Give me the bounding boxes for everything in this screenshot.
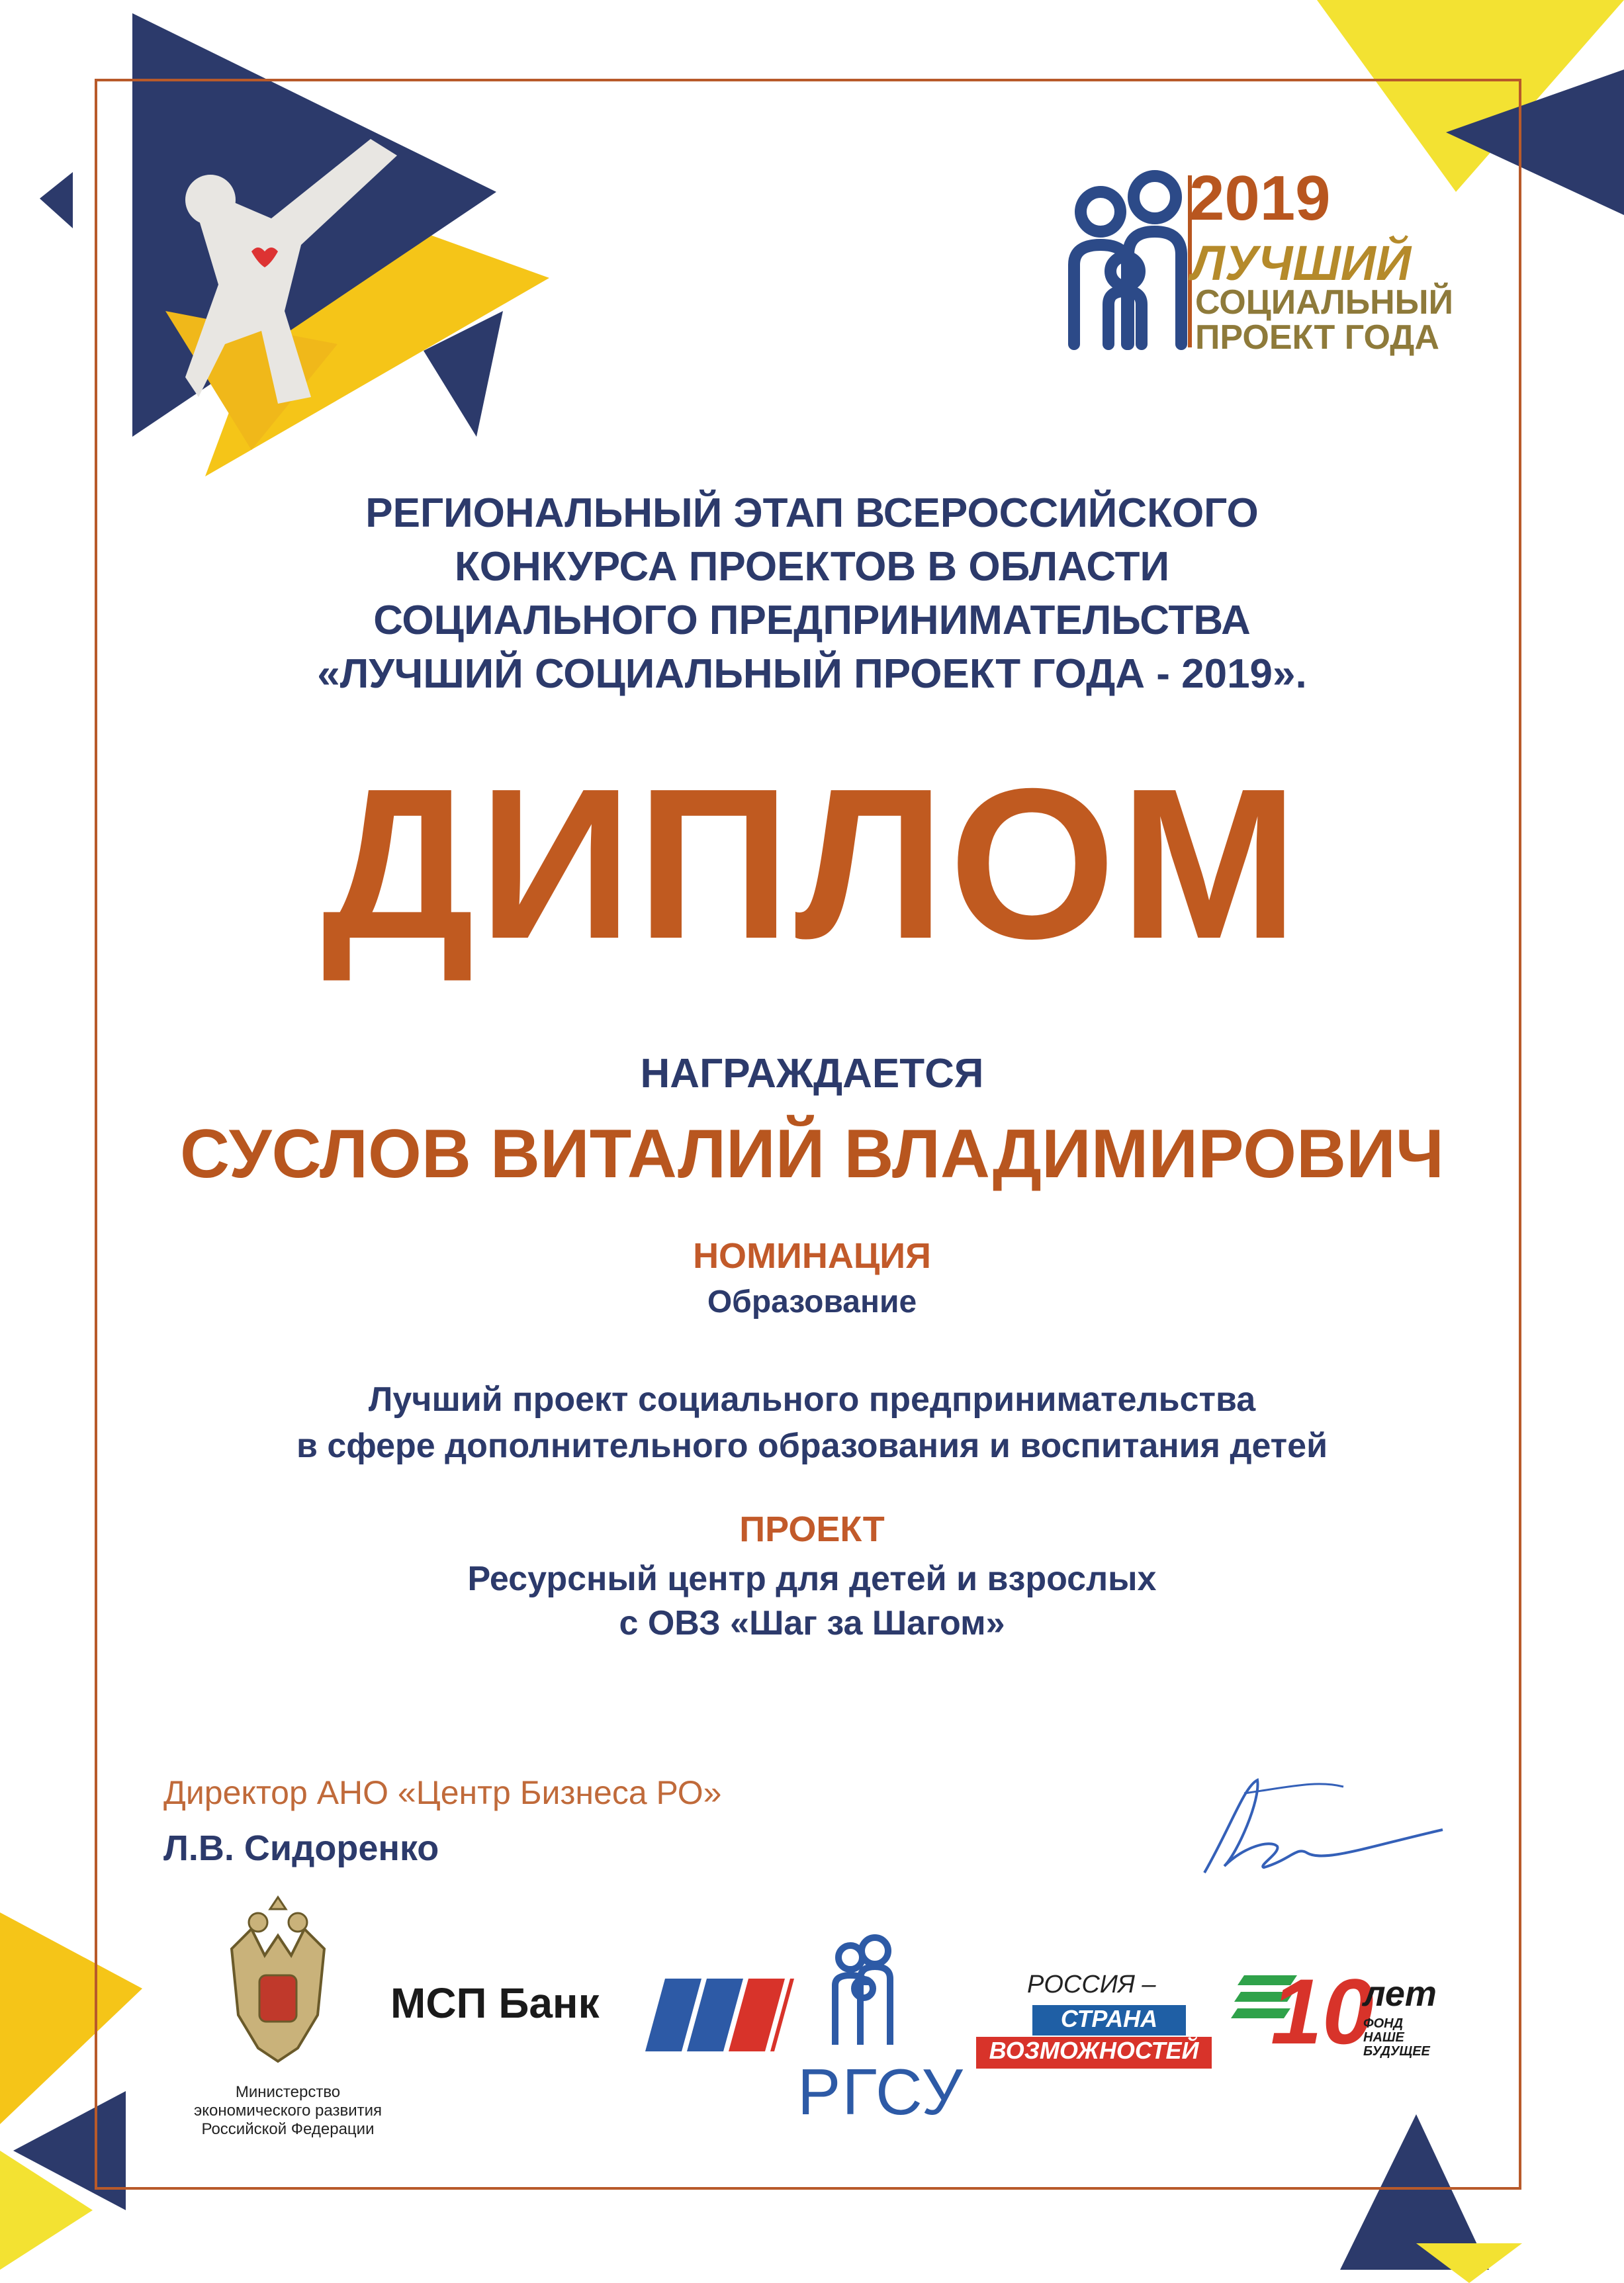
logo-year: 2019 xyxy=(1189,163,1331,234)
russia-logo-line1: РОССИЯ – xyxy=(1027,1971,1156,1998)
signatory-name: Л.В. Сидоренко xyxy=(163,1828,439,1868)
fund-line3: БУДУЩЕЕ xyxy=(1363,2044,1430,2059)
header-line4: «ЛУЧШИЙ СОЦИАЛЬНЫЙ ПРОЕКТ ГОДА - 2019». xyxy=(317,651,1307,697)
diploma-title: ДИПЛОМ xyxy=(322,744,1302,983)
description-line1: Лучший проект социального предпринимательства xyxy=(368,1380,1256,1419)
nomination-value: Образование xyxy=(707,1284,917,1320)
fund-line2: НАШЕ xyxy=(1363,2030,1404,2045)
fund-logo-number: 10 xyxy=(1271,1959,1374,2063)
nomination-label: НОМИНАЦИЯ xyxy=(693,1236,931,1276)
project-label: ПРОЕКТ xyxy=(739,1509,885,1549)
ministry-line2: экономического развития xyxy=(193,2102,383,2120)
ministry-line3: Российской Федерации xyxy=(201,2120,375,2138)
header-line2: КОНКУРСА ПРОЕКТОВ В ОБЛАСТИ xyxy=(454,544,1170,590)
russia-logo-line3: ВОЗМОЖНОСТЕЙ xyxy=(989,2037,1199,2064)
recipient-name: СУСЛОВ ВИТАЛИЙ ВЛАДИМИРОВИЧ xyxy=(180,1116,1444,1192)
description-line2: в сфере дополнительного образования и воспитания детей xyxy=(296,1427,1328,1465)
logo-line2: СОЦИАЛЬНЫЙ xyxy=(1195,283,1453,322)
russia-logo-line2: СТРАНА xyxy=(1060,2005,1158,2032)
fund-logo-caption xyxy=(1363,2017,1429,2059)
fund-line1: ФОНД xyxy=(1363,2016,1404,2031)
fund-logo-years: лет xyxy=(1363,1974,1437,2014)
project-line2: с ОВЗ «Шаг за Шагом» xyxy=(619,1604,1005,1642)
signatory-title: Директор АНО «Центр Бизнеса РО» xyxy=(163,1774,722,1811)
msp-bank-logo: МСП Банк xyxy=(390,1979,600,2027)
header-line1: РЕГИОНАЛЬНЫЙ ЭТАП ВСЕРОССИЙСКОГО xyxy=(365,490,1259,536)
logo-line3: ПРОЕКТ ГОДА xyxy=(1195,318,1439,357)
logo-line1: ЛУЧШИЙ xyxy=(1191,236,1412,291)
awarded-label: НАГРАЖДАЕТСЯ xyxy=(640,1051,984,1097)
project-line1: Ресурсный центр для детей и взрослых xyxy=(467,1560,1157,1598)
rgsu-logo: РГСУ xyxy=(797,2055,964,2128)
ministry-line1: Министерство xyxy=(235,2083,341,2101)
header-line3: СОЦИАЛЬНОГО ПРЕДПРИНИМАТЕЛЬСТВА xyxy=(373,598,1251,643)
